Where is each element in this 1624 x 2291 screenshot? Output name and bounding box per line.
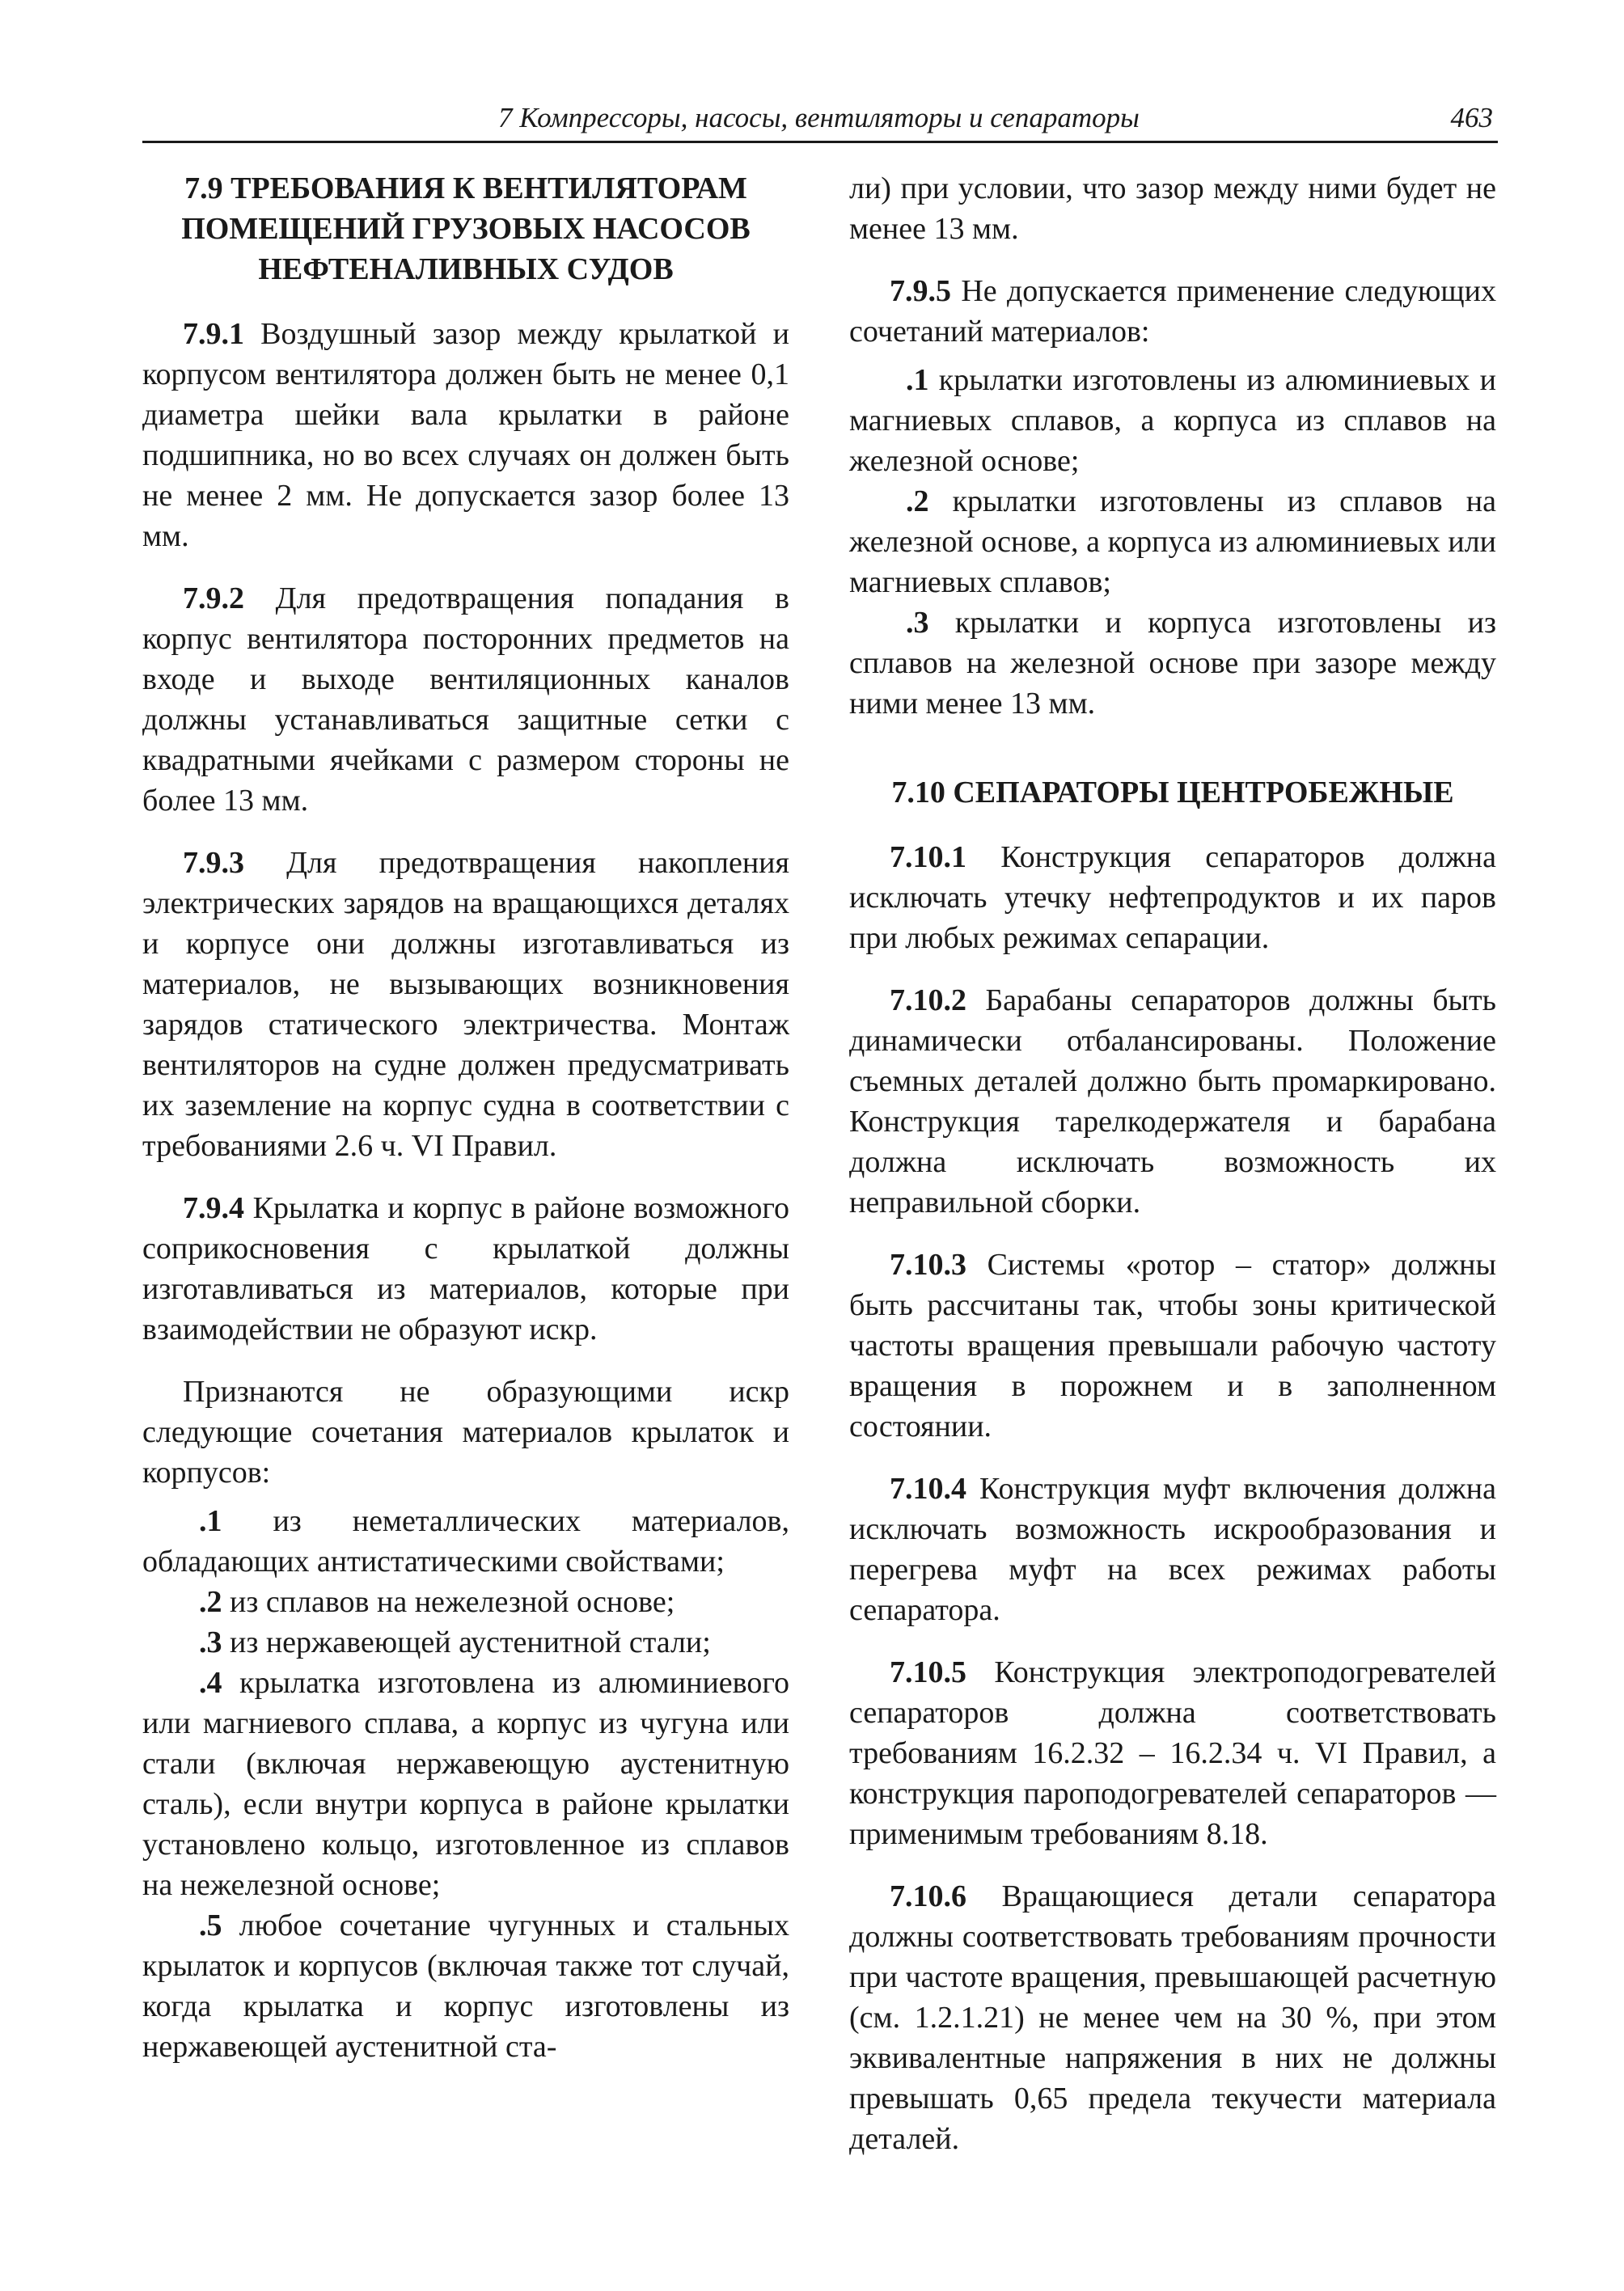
item-number: .4 xyxy=(199,1666,222,1700)
clause-text: Крылатка и корпус в районе возможного соприкосновения с крылаткой должны изготавливаться из материалов, которые при взаимодействии не образуют искр. xyxy=(142,1191,789,1346)
clause-text: Конструкция электроподогревателей сепараторов должна соответствовать требованиям 16.2.32 – 16.2.34 ч. VI Правил, а конструкция пароподогревателей сепараторов — применимым требованиям 8.18. xyxy=(849,1655,1496,1851)
paragraph-7-10-1 xyxy=(849,837,1496,958)
paragraph-7-10-2 xyxy=(849,980,1496,1223)
clause-number: 7.10.1 xyxy=(890,840,966,874)
section-heading-7-10: 7.10 СЕПАРАТОРЫ ЦЕНТРОБЕЖНЫЕ xyxy=(891,776,1454,809)
item-number: .2 xyxy=(906,484,929,518)
clause-text: Для предотвращения накопления электрических зарядов на вращающихся деталях и корпусе они должны изготавливаться из материалов, не вызывающих возникновения зарядов статического электричества. Монтаж вентиляторов на судне должен предусматривать их заземление на корпус судна в соответствии с требованиями 2.6 ч. VI Правил. xyxy=(142,846,789,1163)
clause-number: 7.9.1 xyxy=(183,317,244,351)
item-number: .1 xyxy=(906,363,929,397)
list-item xyxy=(849,481,1496,602)
paragraph-7-10-3 xyxy=(849,1245,1496,1447)
item-text: из неметаллических материалов, обладающих антистатическими свойствами; xyxy=(142,1504,789,1579)
clause-text: Вращающиеся детали сепаратора должны соответствовать требованиям прочности при частоте вращения, превышающей расчетную (см. 1.2.1.21) не менее чем на 30 %, при этом эквивалентные напряжения в них не должны превышать 0,65 предела текучести материала деталей. xyxy=(849,1879,1496,2156)
paragraph-materials-intro: Признаются не образующими искр следующие сочетания материалов крылаток и корпусов: xyxy=(142,1375,789,1490)
list-item xyxy=(849,360,1496,481)
item-number: .3 xyxy=(199,1625,222,1659)
clause-number: 7.10.6 xyxy=(890,1879,966,1913)
clause-number: 7.9.5 xyxy=(890,274,951,308)
clause-number: 7.9.3 xyxy=(183,846,244,880)
right-column xyxy=(849,168,1496,2181)
running-title: 7 Компрессоры, насосы, вентиляторы и сепараторы xyxy=(498,102,1140,133)
clause-number: 7.10.4 xyxy=(890,1472,966,1506)
paragraph-7-9-3 xyxy=(142,843,789,1166)
clause-number: 7.10.3 xyxy=(890,1248,966,1282)
item-text: крылатки изготовлены из сплавов на железной основе, а корпуса из алюминиевых или магниевых сплавов; xyxy=(849,484,1496,599)
item-text: из сплавов на нежелезной основе; xyxy=(222,1585,675,1619)
paragraph-7-9-4 xyxy=(142,1188,789,1350)
item-number: .1 xyxy=(199,1504,222,1538)
item-text: любое сочетание чугунных и стальных крылаток и корпусов (включая также тот случай, когда крылатка и корпус изготовлены из нержавеющей аустенитной ста- xyxy=(142,1908,789,2064)
item-text: крылатки изготовлены из алюминиевых и магниевых сплавов, а корпуса из сплавов на железной основе; xyxy=(849,363,1496,478)
clause-text: Для предотвращения попадания в корпус вентилятора посторонних предметов на входе и выходе вентиляционных каналов должны устанавливаться защитные сетки с квадратными ячейками с размером стороны не более 13 мм. xyxy=(142,581,789,818)
clause-number: 7.9.4 xyxy=(183,1191,244,1225)
clause-text: Конструкция муфт включения должна исключать возможность искрообразования и перегрева муфт на всех режимах работы сепаратора. xyxy=(849,1472,1496,1627)
item-number: .2 xyxy=(199,1585,222,1619)
clause-text: Не допускается применение следующих сочетаний материалов: xyxy=(849,274,1496,349)
list-item xyxy=(142,1501,789,1582)
paragraph-7-10-6 xyxy=(849,1876,1496,2159)
paragraph-continuation: ли) при условии, что зазор между ними будет не менее 13 мм. xyxy=(849,171,1496,246)
clause-number: 7.10.2 xyxy=(890,983,966,1017)
paragraph-7-10-4 xyxy=(849,1469,1496,1630)
item-text: крылатки и корпуса изготовлены из сплавов на железной основе при зазоре между ними менее 13 мм. xyxy=(849,606,1496,721)
running-header xyxy=(142,95,1498,143)
list-item xyxy=(849,602,1496,724)
clause-text: Конструкция сепараторов должна исключать утечку нефтепродуктов и их паров при любых режимах сепарации. xyxy=(849,840,1496,955)
paragraph-7-9-2 xyxy=(142,578,789,821)
clause-text: Барабаны сепараторов должны быть динамически отбалансированы. Положение съемных деталей должно быть промаркировано. Конструкция тарелкодержателя и барабана должна исключать возможность их неправильной сборки. xyxy=(849,983,1496,1219)
list-item xyxy=(142,1582,789,1622)
section-heading-7-9: 7.9 ТРЕБОВАНИЯ К ВЕНТИЛЯТОРАМ ПОМЕЩЕНИЙ ГРУЗОВЫХ НАСОСОВ НЕФТЕНАЛИВНЫХ СУДОВ xyxy=(181,171,751,286)
clause-number: 7.10.5 xyxy=(890,1655,966,1689)
list-item xyxy=(142,1622,789,1663)
clause-text: Системы «ротор – статор» должны быть рассчитаны так, чтобы зоны критической частоты вращения превышали рабочую частоту вращения в порожнем и в заполненном состоянии. xyxy=(849,1248,1496,1443)
left-column xyxy=(142,168,789,2089)
list-item xyxy=(142,1663,789,1905)
item-number: .5 xyxy=(199,1908,222,1942)
item-text: крылатка изготовлена из алюминиевого или магниевого сплава, а корпус из чугуна или стали (включая нержавеющую аустенитную сталь), если внутри корпуса в районе крылатки установлено кольцо, изготовленное из сплавов на нежелезной основе; xyxy=(142,1666,789,1902)
paragraph-7-9-1 xyxy=(142,314,789,556)
item-text: из нержавеющей аустенитной стали; xyxy=(222,1625,711,1659)
clause-text: Воздушный зазор между крылаткой и корпусом вентилятора должен быть не менее 0,1 диаметра шейки вала крылатки в районе подшипника, но во всех случаях он должен быть не менее 2 мм. Не допускается зазор более 13 мм. xyxy=(142,317,789,553)
page-number: 463 xyxy=(1450,102,1493,133)
item-number: .3 xyxy=(906,606,929,640)
paragraph-7-10-5 xyxy=(849,1652,1496,1854)
clause-number: 7.9.2 xyxy=(183,581,244,615)
list-item xyxy=(142,1905,789,2067)
paragraph-7-9-5 xyxy=(849,271,1496,352)
